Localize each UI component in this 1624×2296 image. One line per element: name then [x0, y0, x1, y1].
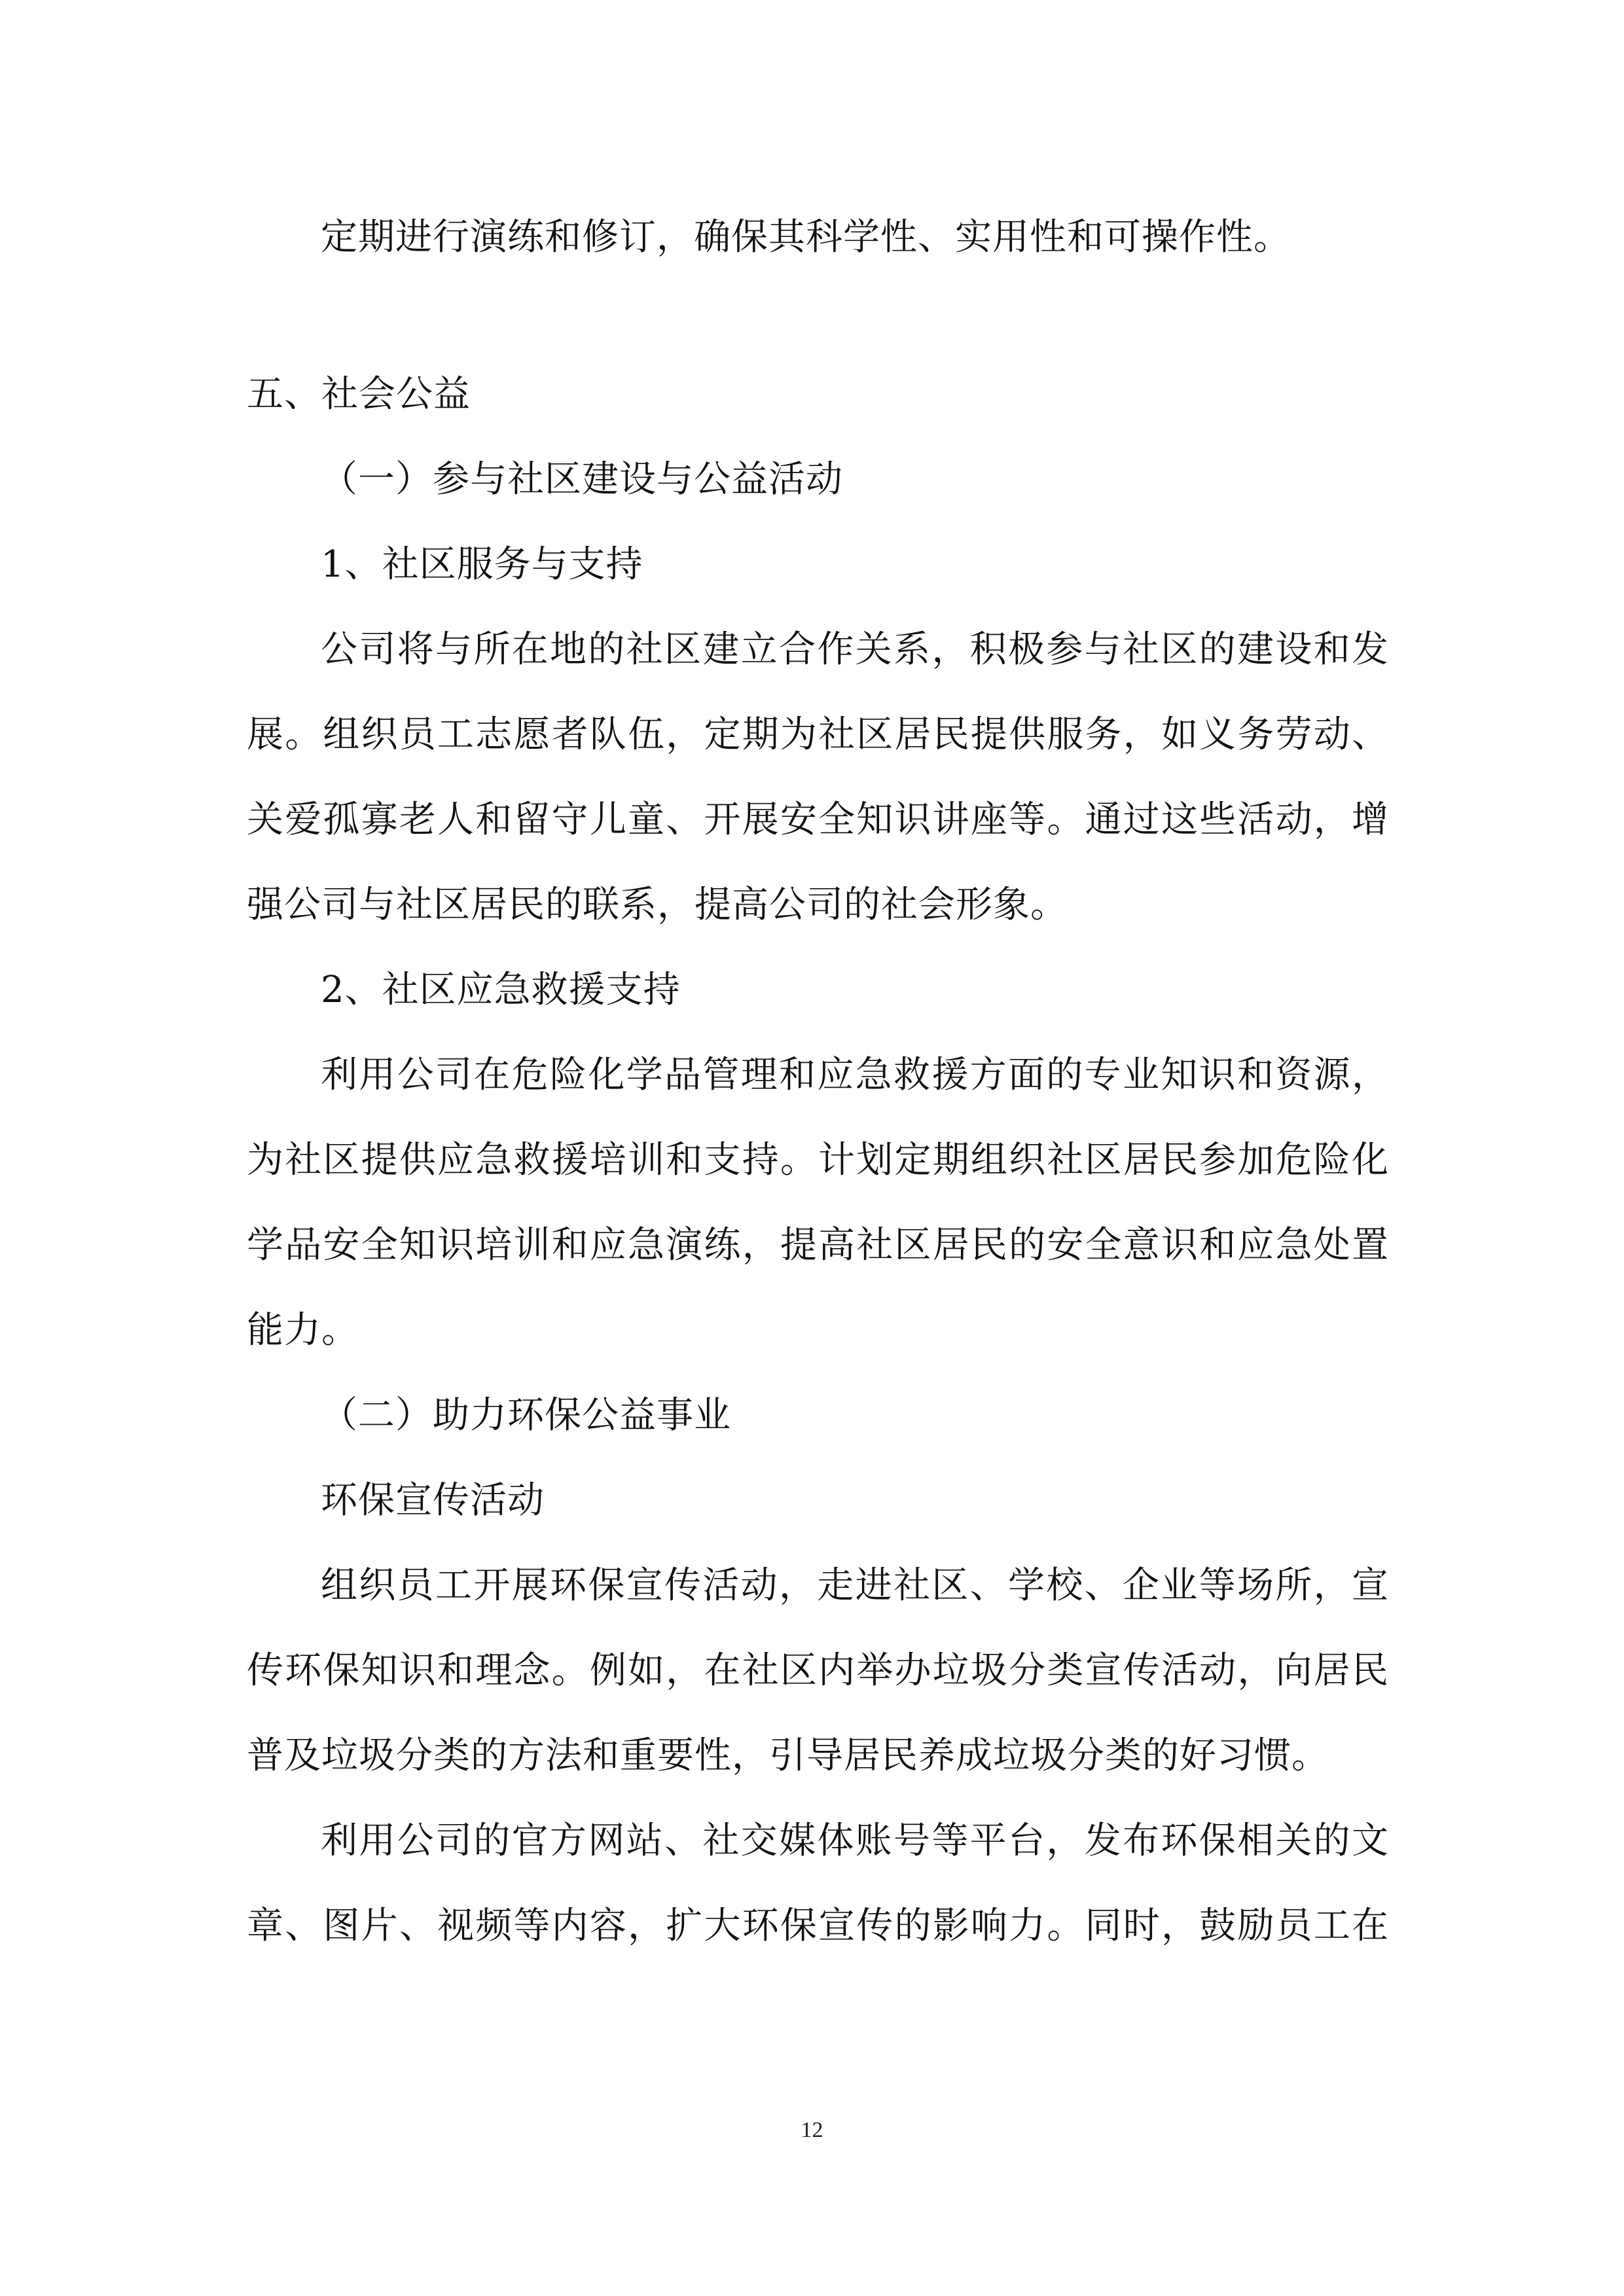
subsection-heading: （二）助力环保公益事业: [321, 1394, 731, 1437]
item-heading: 环保宣传活动: [321, 1479, 545, 1522]
paragraph-line: 章、图片、视频等内容，扩大环保宣传的影响力。同时，鼓励员工在: [247, 1905, 1389, 1947]
paragraph-line: 能力。: [247, 1309, 359, 1352]
paragraph-line: 利用公司在危险化学品管理和应急救援方面的专业知识和资源，: [321, 1054, 1389, 1096]
paragraph-line: 公司将与所在地的社区建立合作关系，积极参与社区的建设和发: [321, 628, 1389, 671]
paragraph-line: 利用公司的官方网站、社交媒体账号等平台，发布环保相关的文: [321, 1820, 1389, 1862]
paragraph-line: 强公司与社区居民的联系，提高公司的社会形象。: [247, 884, 1068, 926]
paragraph-line: 普及垃圾分类的方法和重要性，引导居民养成垃圾分类的好习惯。: [247, 1734, 1329, 1777]
paragraph-line: 为社区提供应急救援培训和支持。计划定期组织社区居民参加危险化: [247, 1139, 1389, 1181]
paragraph-line: 传环保知识和理念。例如，在社区内举办垃圾分类宣传活动，向居民: [247, 1649, 1389, 1692]
item-heading: 1、社区服务与支持: [321, 543, 643, 586]
paragraph-line: 组织员工开展环保宣传活动，走进社区、学校、企业等场所，宣: [321, 1564, 1389, 1607]
paragraph-line: 学品安全知识培训和应急演练，提高社区居民的安全意识和应急处置: [247, 1224, 1389, 1266]
section-heading: 五、社会公益: [247, 373, 471, 416]
paragraph-line: 关爱孤寡老人和留守儿童、开展安全知识讲座等。通过这些活动，增: [247, 798, 1389, 841]
subsection-heading: （一）参与社区建设与公益活动: [321, 458, 843, 501]
paragraph-line: 展。组织员工志愿者队伍，定期为社区居民提供服务，如义务劳动、: [247, 713, 1389, 756]
page-number: 12: [801, 2118, 823, 2142]
item-heading: 2、社区应急救援支持: [321, 969, 681, 1011]
paragraph-line-continuation: 定期进行演练和修订，确保其科学性、实用性和可操作性。: [321, 216, 1291, 259]
